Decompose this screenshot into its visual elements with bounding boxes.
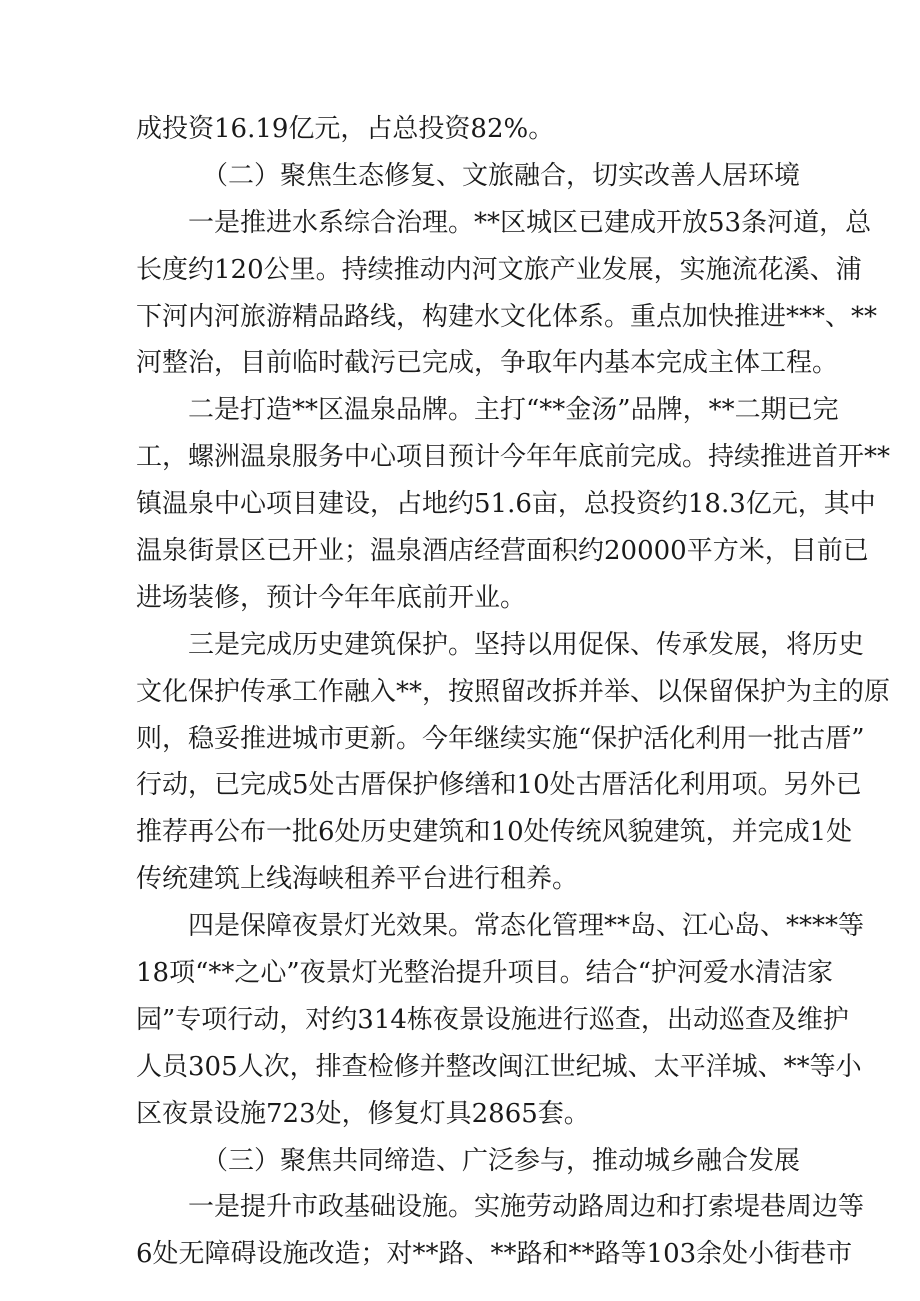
text-line: 传统建筑上线海峡租养平台进行租养。 <box>136 864 579 895</box>
text-line: 进场装修，预计今年年底前开业。 <box>136 582 527 613</box>
section-heading: （二）聚焦生态修复、文旅融合，切实改善人居环境 <box>202 160 801 191</box>
text-line: 6处无障碍设施改造；对**路、**路和**路等103余处小街巷市 <box>136 1239 853 1270</box>
text-line: 推荐再公布一批6处历史建筑和10处传统风貌建筑，并完成1处 <box>136 817 853 848</box>
text-line: 成投资16.19亿元，占总投资82%。 <box>136 114 555 144</box>
text-line: 一是提升市政基础设施。实施劳动路周边和打索堤巷周边等 <box>188 1192 865 1223</box>
text-line: 河整治，目前临时截污已完成，争取年内基本完成主体工程。 <box>136 348 839 379</box>
text-line: 镇温泉中心项目建设，占地约51.6亩，总投资约18.3亿元，其中 <box>136 489 876 520</box>
text-line: 区夜景设施723处，修复灯具2865套。 <box>136 1098 590 1129</box>
text-line: 三是完成历史建筑保护。坚持以用促保、传承发展，将历史 <box>188 629 865 660</box>
document-body <box>136 106 891 1278</box>
text-line: 下河内河旅游精品路线，构建水文化体系。重点加快推进***、** <box>136 301 878 332</box>
text-line: 人员305人次，排查检修并整改闽江世纪城、太平洋城、**等小 <box>136 1051 862 1082</box>
text-line: 工，螺洲温泉服务中心项目预计今年年底前完成。持续推进首开** <box>136 442 891 473</box>
text-line: 四是保障夜景灯光效果。常态化管理**岛、江心岛、****等 <box>188 911 865 942</box>
text-line: 温泉街景区已开业；温泉酒店经营面积约20000平方米，目前已 <box>136 536 869 567</box>
text-line: 18项“**之心”夜景灯光整治提升项目。结合“护河爱水清洁家 <box>136 958 833 989</box>
text-line: 园”专项行动，对约314栋夜景设施进行巡查，出动巡查及维护 <box>136 1004 849 1035</box>
text-line: 长度约120公里。持续推动内河文旅产业发展，实施流花溪、浦 <box>136 254 862 285</box>
text-line: 二是打造**区温泉品牌。主打“**金汤”品牌，**二期已完 <box>188 395 839 426</box>
text-line: 行动，已完成5处古厝保护修缮和10处古厝活化利用项。另外已 <box>136 770 862 801</box>
text-line: 则，稳妥推进城市更新。今年继续实施“保护活化利用一批古厝” <box>136 723 865 754</box>
section-heading: （三）聚焦共同缔造、广泛参与，推动城乡融合发展 <box>202 1145 801 1176</box>
text-line: 一是推进水系综合治理。**区城区已建成开放53条河道，总 <box>188 207 872 238</box>
text-line: 文化保护传承工作融入**，按照留改拆并举、以保留保护为主的原 <box>136 676 891 707</box>
